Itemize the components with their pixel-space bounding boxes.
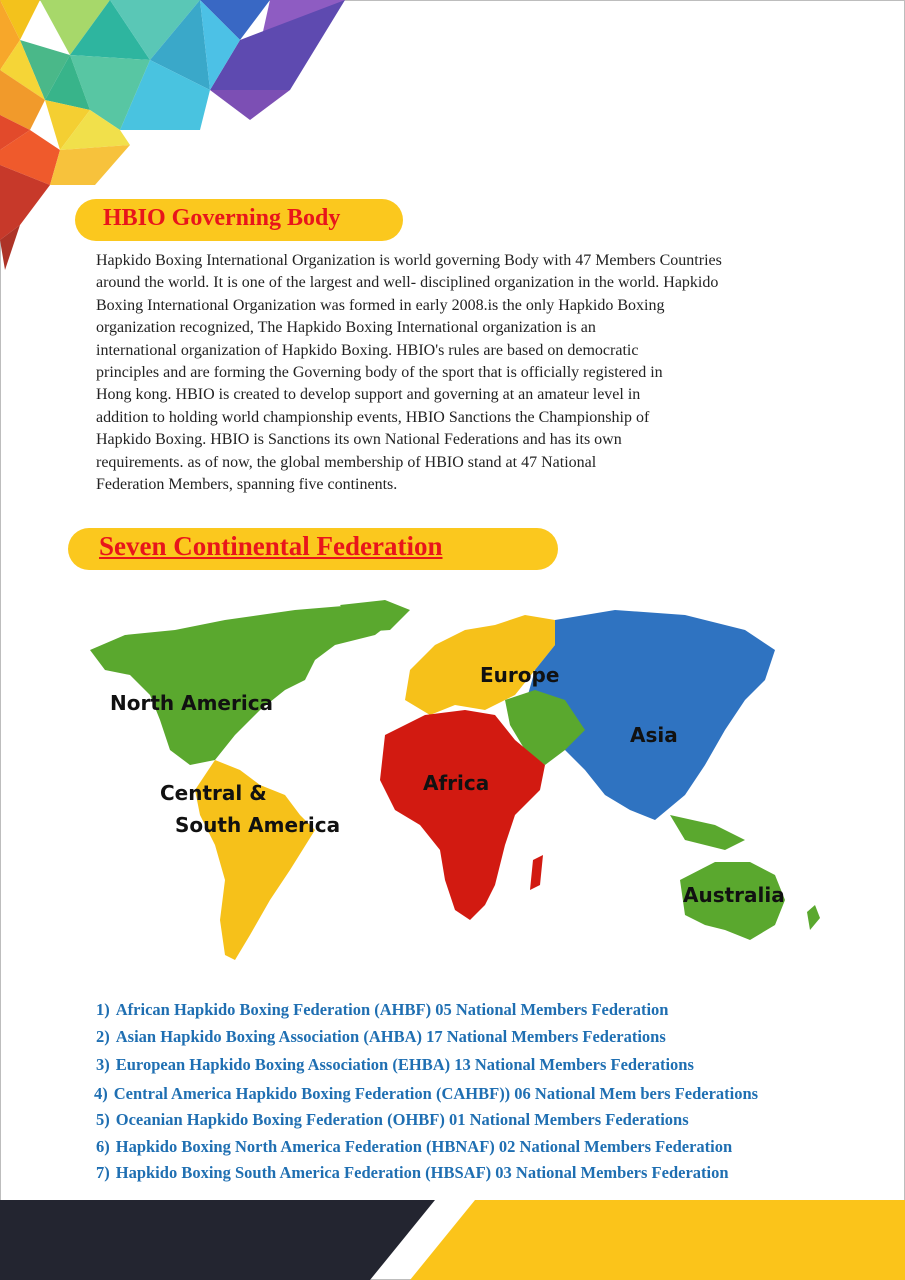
list-item bbox=[96, 1137, 732, 1157]
label-central: Central & bbox=[160, 781, 267, 805]
intro-paragraph bbox=[96, 250, 841, 496]
label-africa: Africa bbox=[423, 771, 490, 795]
list-item-text: Asian Hapkido Boxing Association (AHBA) 17 National Members Federations bbox=[115, 1027, 666, 1046]
label-australia: Australia bbox=[683, 883, 785, 907]
continental-federation-title: Seven Continental Federation bbox=[99, 531, 443, 561]
southeast-asia-islands bbox=[670, 815, 745, 850]
footer-decoration bbox=[0, 1200, 905, 1280]
new-zealand bbox=[807, 905, 820, 930]
label-asia: Asia bbox=[630, 723, 678, 747]
madagascar bbox=[530, 855, 543, 890]
list-item-text: European Hapkido Boxing Association (EHBA) 13 National Members Federations bbox=[115, 1055, 694, 1074]
list-item bbox=[96, 1027, 666, 1047]
intro-line: requirements. as of now, the global membership of HBIO stand at 47 National bbox=[96, 453, 597, 471]
list-item-text: Central America Hapkido Boxing Federation (CAHBF)) 06 National Mem bers Federations bbox=[113, 1084, 759, 1103]
intro-line: principles and are forming the Governing body of the sport that is officially registered in bbox=[96, 364, 663, 382]
list-item-number: 7) bbox=[96, 1163, 110, 1182]
label-south-america: South America bbox=[175, 813, 341, 837]
list-item-number: 5) bbox=[96, 1110, 110, 1129]
list-item-text: African Hapkido Boxing Federation (AHBF) 05 National Members Federation bbox=[115, 1000, 669, 1019]
intro-line: international organization of Hapkido Boxing. HBIO's rules are based on democratic bbox=[96, 341, 639, 359]
list-item bbox=[94, 1084, 758, 1104]
intro-line: organization recognized, The Hapkido Boxing International organization is an bbox=[96, 319, 596, 337]
list-item-number: 2) bbox=[96, 1027, 110, 1046]
intro-line: Hapkido Boxing. HBIO is Sanctions its own National Federations and has its own bbox=[96, 431, 622, 449]
continental-federation-heading bbox=[68, 528, 558, 570]
list-item-text: Oceanian Hapkido Boxing Federation (OHBF) 01 National Members Federations bbox=[115, 1110, 689, 1129]
list-item bbox=[96, 1110, 689, 1130]
intro-line: Hong kong. HBIO is created to develop support and governing at an amateur level in bbox=[96, 386, 641, 404]
north-america-region bbox=[90, 605, 405, 765]
intro-line: around the world. It is one of the largest and well- disciplined organization in the world. Hapkido bbox=[96, 274, 719, 292]
label-north-america: North America bbox=[110, 691, 274, 715]
list-item-number: 6) bbox=[96, 1137, 110, 1156]
intro-line: Hapkido Boxing International Organization is world governing Body with 47 Members Countries bbox=[96, 252, 722, 269]
label-europe: Europe bbox=[480, 663, 560, 687]
list-item bbox=[96, 1055, 694, 1075]
world-map bbox=[85, 600, 830, 985]
list-item bbox=[96, 1163, 729, 1183]
governing-body-heading: HBIO Governing Body bbox=[75, 199, 403, 241]
list-item-number: 3) bbox=[96, 1055, 110, 1074]
list-item bbox=[96, 1000, 668, 1020]
decorative-polygon-art bbox=[0, 0, 345, 290]
intro-line: Boxing International Organization was formed in early 2008.is the only Hapkido Boxing bbox=[96, 296, 665, 314]
intro-line: Federation Members, spanning five continents. bbox=[96, 476, 398, 494]
list-item-text: Hapkido Boxing South America Federation (HBSAF) 03 National Members Federation bbox=[115, 1163, 729, 1182]
list-item-number: 4) bbox=[94, 1084, 108, 1103]
list-item-text: Hapkido Boxing North America Federation (HBNAF) 02 National Members Federation bbox=[115, 1137, 733, 1156]
list-item-number: 1) bbox=[96, 1000, 110, 1019]
intro-line: addition to holding world championship events, HBIO Sanctions the Championship of bbox=[96, 408, 650, 426]
